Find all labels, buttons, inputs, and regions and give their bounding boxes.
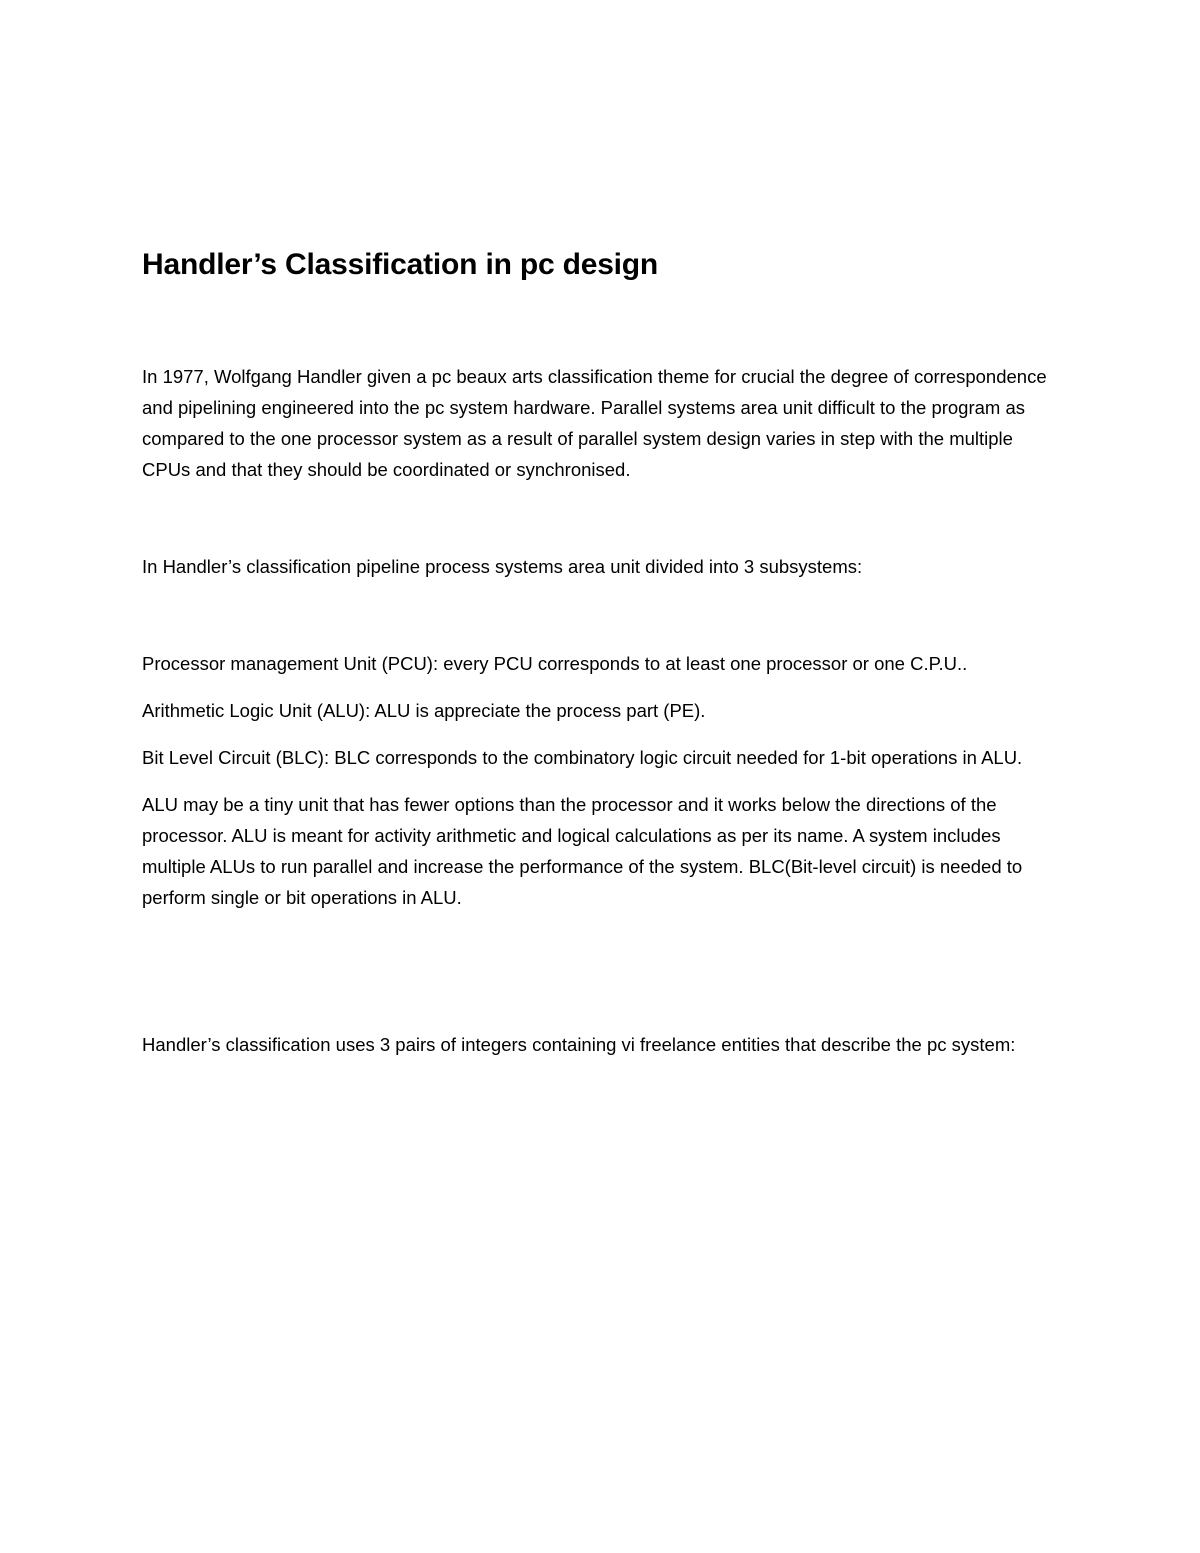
paragraph-alu: Arithmetic Logic Unit (ALU): ALU is appreciate the process part (PE). (142, 700, 706, 721)
document-body (142, 243, 1062, 1060)
paragraph-alu-description: ALU may be a tiny unit that has fewer options than the processor and it works below the directions of the processor. ALU is meant for activity arithmetic and logical calculations as per its name. A system includes multiple ALUs to run parallel and increase the performance of the system. BLC(Bit-level circuit) is needed to perform single or bit operations in ALU. (142, 794, 1023, 908)
paragraph-integer-pairs: Handler’s classification uses 3 pairs of integers containing vi freelance entities that describe the pc system: (142, 1034, 1016, 1055)
paragraph-blc: Bit Level Circuit (BLC): BLC corresponds to the combinatory logic circuit needed for 1-bit operations in ALU. (142, 747, 1023, 768)
paragraph-intro: In 1977, Wolfgang Handler given a pc beaux arts classification theme for crucial the degree of correspondence and pipelining engineered into the pc system hardware. Parallel systems area unit difficult to the program as compared to the one processor system as a result of parallel system design varies in step with the multiple CPUs and that they should be coordinated or synchronised. (142, 366, 1047, 480)
document-title: Handler’s Classification in pc design (142, 248, 659, 281)
paragraph-pcu: Processor management Unit (PCU): every PCU corresponds to at least one processor or one C.P.U.. (142, 653, 968, 674)
paragraph-subsystem-division: In Handler’s classification pipeline process systems area unit divided into 3 subsystems: (142, 556, 863, 577)
